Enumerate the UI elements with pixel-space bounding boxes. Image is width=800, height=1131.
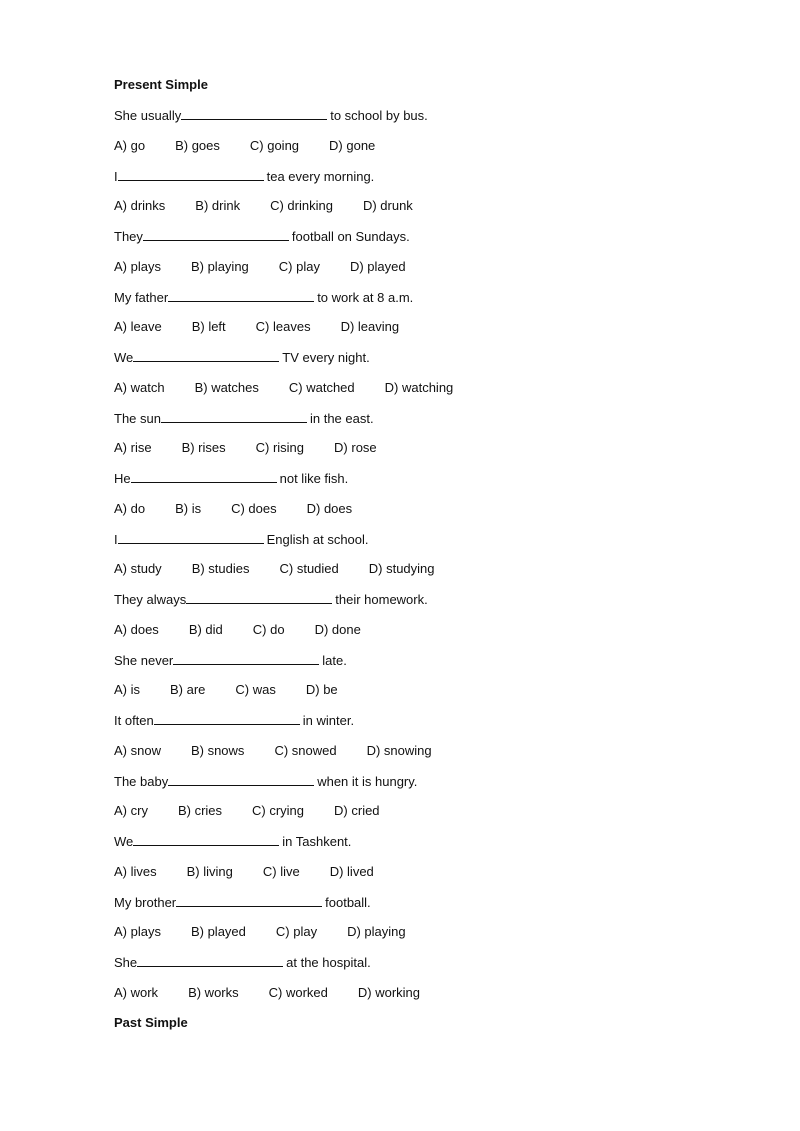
answer-option[interactable]: B) works xyxy=(188,984,239,1000)
question-sentence xyxy=(114,347,714,377)
question-list xyxy=(114,105,714,1013)
answer-options xyxy=(114,499,714,529)
answer-option[interactable]: A) watch xyxy=(114,379,165,395)
answer-option[interactable]: C) leaves xyxy=(255,319,311,334)
question-sentence xyxy=(114,529,714,559)
question-sentence xyxy=(114,710,714,740)
sentence-end: at the hospital. xyxy=(286,955,371,971)
sentence-end: not like fish. xyxy=(279,471,349,487)
sentence-end: English at school. xyxy=(266,531,369,547)
answer-option[interactable]: B) studies xyxy=(191,561,250,576)
answer-option[interactable]: C) play xyxy=(278,258,320,274)
answer-blank[interactable] xyxy=(131,468,277,483)
answer-options xyxy=(114,196,714,226)
answer-option[interactable]: D) playing xyxy=(347,924,406,939)
answer-option[interactable]: A) plays xyxy=(114,924,161,939)
sentence-end: in the east. xyxy=(309,410,374,426)
question-sentence xyxy=(114,287,714,317)
answer-option[interactable]: C) studied xyxy=(279,561,339,576)
answer-option[interactable]: A) rise xyxy=(114,440,152,455)
worksheet-content xyxy=(114,75,714,1043)
answer-option[interactable]: D) drunk xyxy=(362,198,413,213)
answer-option[interactable]: D) studying xyxy=(368,561,435,576)
answer-option[interactable]: C) crying xyxy=(252,803,305,818)
answer-blank[interactable] xyxy=(181,105,327,120)
answer-option[interactable]: B) is xyxy=(175,500,202,516)
sentence-start: She xyxy=(114,955,138,971)
section-heading-present-simple: Present Simple xyxy=(114,77,208,92)
sentence-start: She never xyxy=(114,652,174,668)
sentence-end: their homework. xyxy=(335,592,428,608)
answer-option[interactable]: B) are xyxy=(170,682,206,697)
answer-option[interactable]: B) rises xyxy=(181,440,226,455)
answer-options xyxy=(114,257,714,287)
answer-option[interactable]: B) did xyxy=(188,621,223,637)
sentence-start: We xyxy=(114,350,134,366)
answer-option[interactable]: C) rising xyxy=(255,440,305,455)
answer-option[interactable]: A) go xyxy=(114,137,146,153)
answer-option[interactable]: A) plays xyxy=(114,258,161,274)
answer-blank[interactable] xyxy=(133,831,279,846)
answer-option[interactable]: C) going xyxy=(249,137,300,153)
sentence-end: football. xyxy=(325,894,371,910)
answer-options xyxy=(114,559,714,589)
question-sentence xyxy=(114,892,714,922)
answer-blank[interactable] xyxy=(161,408,307,423)
answer-options xyxy=(114,741,714,771)
sentence-start: It often xyxy=(114,713,154,729)
answer-option[interactable]: D) working xyxy=(357,984,420,1000)
answer-blank[interactable] xyxy=(118,529,264,544)
answer-option[interactable]: A) study xyxy=(114,561,162,576)
sentence-start: The sun xyxy=(114,410,161,426)
answer-option[interactable]: D) lived xyxy=(329,863,374,879)
answer-options xyxy=(114,680,714,710)
answer-option[interactable]: A) leave xyxy=(114,319,162,334)
answer-options xyxy=(114,620,714,650)
answer-option[interactable]: A) work xyxy=(114,984,159,1000)
sentence-end: in Tashkent. xyxy=(282,834,352,850)
answer-blank[interactable] xyxy=(168,287,314,302)
answer-option[interactable]: D) snowing xyxy=(366,742,432,758)
answer-option[interactable]: B) played xyxy=(190,924,246,939)
answer-option[interactable]: A) lives xyxy=(114,863,157,879)
sentence-end: in winter. xyxy=(302,713,355,729)
answer-option[interactable]: A) snow xyxy=(114,742,161,758)
sentence-start: She usually xyxy=(114,108,182,124)
answer-option[interactable]: D) leaving xyxy=(340,319,400,334)
answer-option[interactable]: C) live xyxy=(262,863,300,879)
answer-option[interactable]: B) playing xyxy=(190,258,249,274)
answer-options xyxy=(114,801,714,831)
question-sentence xyxy=(114,650,714,680)
sentence-end: to work at 8 a.m. xyxy=(317,289,414,305)
section-heading-past-simple: Past Simple xyxy=(114,1014,188,1030)
sentence-start: My father xyxy=(114,289,169,305)
answer-option[interactable]: B) goes xyxy=(175,137,220,153)
answer-option[interactable]: D) cried xyxy=(334,803,380,818)
answer-option[interactable]: C) worked xyxy=(268,984,328,1000)
sentence-end: TV every night. xyxy=(282,350,370,366)
answer-option[interactable]: D) played xyxy=(349,258,406,274)
answer-blank[interactable] xyxy=(154,710,300,725)
answer-option[interactable]: A) is xyxy=(114,682,140,697)
answer-option[interactable]: A) drinks xyxy=(114,198,166,213)
answer-option[interactable]: C) do xyxy=(252,621,285,637)
answer-option[interactable]: C) was xyxy=(235,682,276,697)
sentence-end: when it is hungry. xyxy=(317,773,418,789)
answer-option[interactable]: A) cry xyxy=(114,803,148,818)
answer-option[interactable]: B) snows xyxy=(190,742,245,758)
answer-options xyxy=(114,438,714,468)
question-sentence xyxy=(114,952,714,982)
answer-blank[interactable] xyxy=(173,650,319,665)
answer-blank[interactable] xyxy=(133,347,279,362)
answer-option[interactable]: B) drink xyxy=(195,198,241,213)
answer-option[interactable]: B) watches xyxy=(194,379,259,395)
answer-blank[interactable] xyxy=(137,952,283,967)
question-sentence xyxy=(114,468,714,498)
answer-options xyxy=(114,317,714,347)
answer-blank[interactable] xyxy=(186,589,332,604)
answer-option[interactable]: C) watched xyxy=(288,379,355,395)
answer-options xyxy=(114,862,714,892)
answer-option[interactable]: B) living xyxy=(186,863,233,879)
sentence-start: I xyxy=(114,168,118,184)
answer-option[interactable]: A) do xyxy=(114,500,146,516)
question-sentence xyxy=(114,226,714,256)
answer-option[interactable]: A) does xyxy=(114,621,159,637)
answer-blank[interactable] xyxy=(118,166,264,181)
answer-option[interactable]: B) left xyxy=(191,319,226,334)
question-sentence xyxy=(114,105,714,135)
sentence-start: He xyxy=(114,471,131,487)
question-sentence xyxy=(114,771,714,801)
answer-options xyxy=(114,136,714,166)
answer-option[interactable]: C) does xyxy=(231,500,277,516)
sentence-start: My brother xyxy=(114,894,177,910)
answer-option[interactable]: D) watching xyxy=(384,379,454,395)
answer-blank[interactable] xyxy=(143,226,289,241)
answer-option[interactable]: D) done xyxy=(314,621,361,637)
answer-options xyxy=(114,922,714,952)
sentence-start: They always xyxy=(114,592,187,608)
sentence-end: tea every morning. xyxy=(266,168,375,184)
question-sentence xyxy=(114,166,714,196)
answer-option[interactable]: D) gone xyxy=(329,137,376,153)
answer-option[interactable]: D) be xyxy=(305,682,338,697)
question-sentence xyxy=(114,831,714,861)
answer-option[interactable]: C) snowed xyxy=(274,742,337,758)
answer-option[interactable]: C) drinking xyxy=(270,198,333,213)
answer-option[interactable]: C) play xyxy=(275,924,318,939)
answer-blank[interactable] xyxy=(168,771,314,786)
sentence-start: The baby xyxy=(114,773,169,789)
answer-blank[interactable] xyxy=(176,892,322,907)
answer-options xyxy=(114,378,714,408)
answer-option[interactable]: D) rose xyxy=(334,440,377,455)
sentence-end: late. xyxy=(322,652,347,668)
answer-option[interactable]: D) does xyxy=(306,500,353,516)
sentence-end: football on Sundays. xyxy=(291,229,410,245)
question-sentence xyxy=(114,589,714,619)
sentence-end: to school by bus. xyxy=(330,108,428,124)
answer-option[interactable]: B) cries xyxy=(177,803,223,818)
sentence-start: They xyxy=(114,229,143,245)
sentence-start: We xyxy=(114,834,134,850)
sentence-start: I xyxy=(114,531,118,547)
question-sentence xyxy=(114,408,714,438)
answer-options xyxy=(114,983,714,1013)
